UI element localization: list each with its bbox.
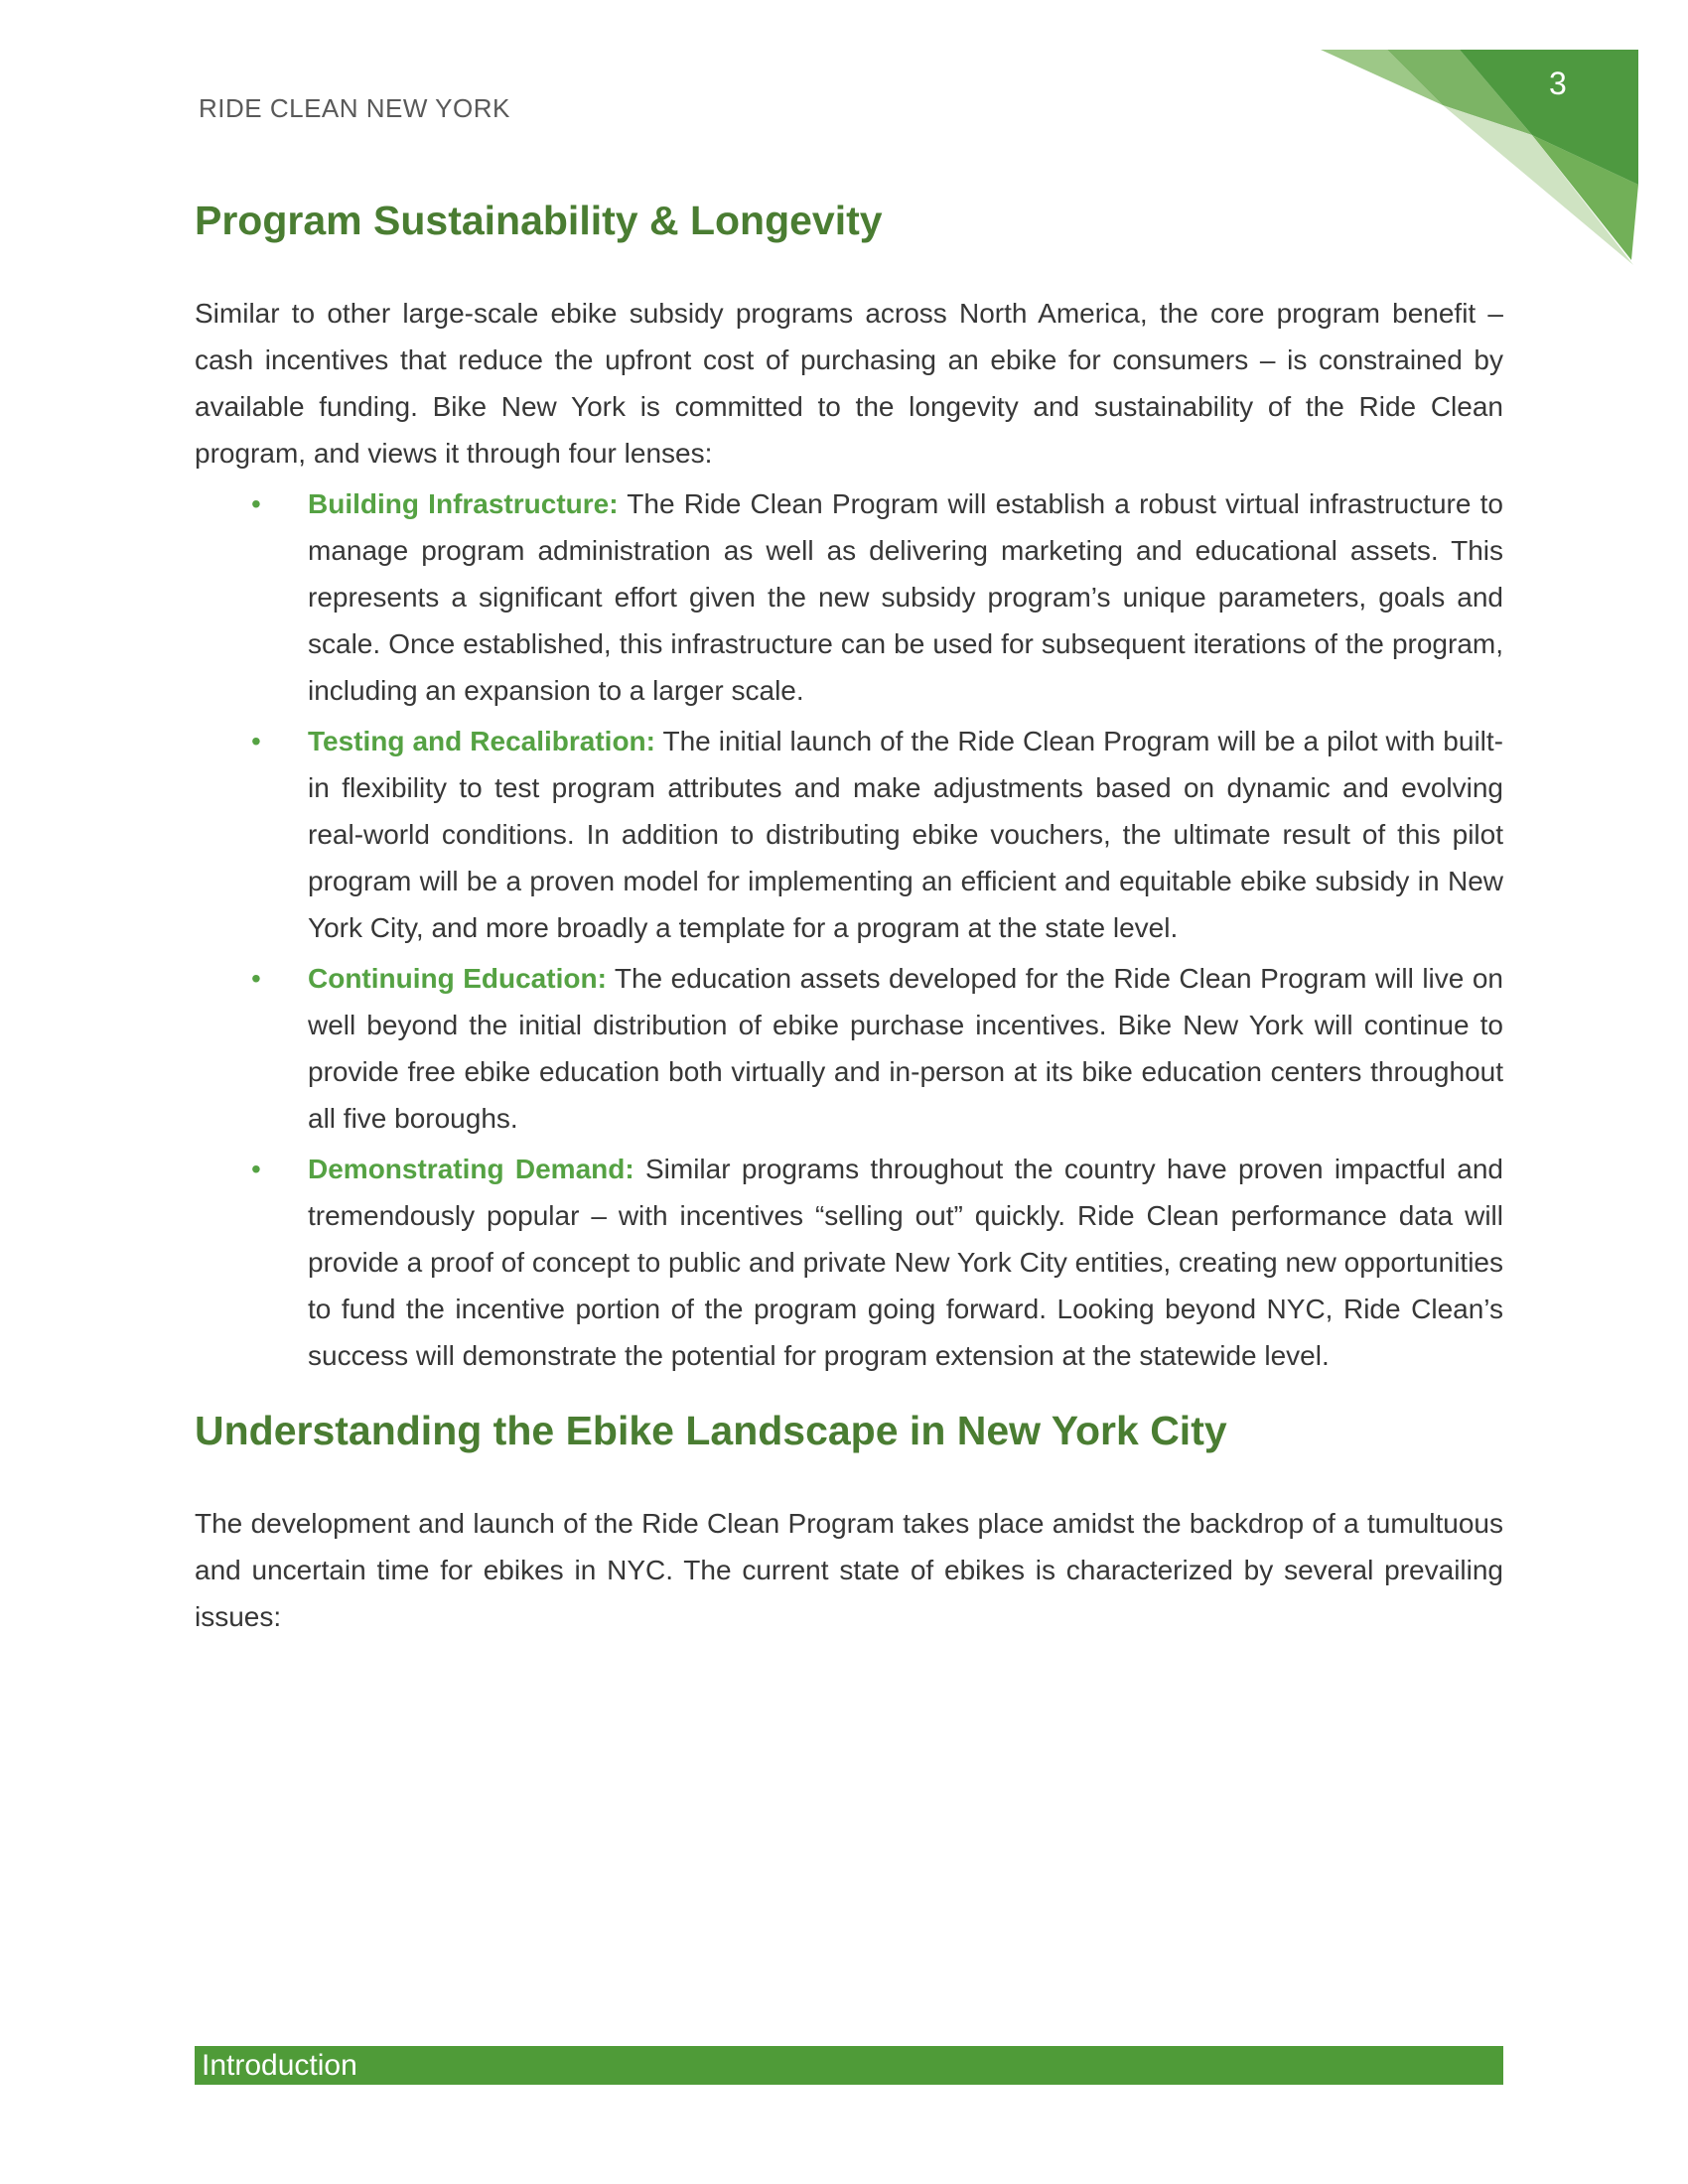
bullet-lead: Testing and Recalibration:: [308, 726, 655, 756]
footer-bar: [195, 2046, 1503, 2085]
bullet-text: Similar programs throughout the country have proven impactful and tremendously popular – with incentives “selling out” quickly. Ride Clean performance data will provide a proof of concept to public and private New York City entities, creating new opportunities to fund the incentive portion of the program going forward. Looking beyond NYC, Ride Clean’s success will demonstrate the potential for program extension at the statewide level.: [308, 1154, 1503, 1371]
bullet-text: The education assets developed for the Ride Clean Program will live on well beyond the initial distribution of ebike purchase incentives. Bike New York will continue to provide free ebike education both virtually and in-person at its bike education centers throughout all five boroughs.: [308, 963, 1503, 1134]
bullet-dot-icon: •: [251, 1154, 261, 1184]
bullet-item-testing-recalibration: [195, 718, 1503, 951]
bullet-lead: Demonstrating Demand:: [308, 1154, 634, 1184]
section-heading-program-sustainability: Program Sustainability & Longevity: [195, 198, 883, 243]
bullet-text: The initial launch of the Ride Clean Program will be a pilot with built-in flexibility to test program attributes and make adjustments based on dynamic and evolving real-world conditions. In addition to distributing ebike vouchers, the ultimate result of this pilot program will be a proven model for implementing an efficient and equitable ebike subsidy in New York City, and more broadly a template for a program at the state level.: [308, 726, 1503, 943]
bullet-dot-icon: •: [251, 963, 261, 994]
four-lenses-bullet-list: [195, 480, 1503, 1379]
intro-paragraph: Similar to other large-scale ebike subsidy programs across North America, the core program benefit – cash incentives that reduce the upfront cost of purchasing an ebike for consumers – is constrained by available funding. Bike New York is committed to the longevity and sustainability of the Ride Clean program, and views it through four lenses:: [195, 298, 1503, 469]
landscape-paragraph: The development and launch of the Ride Clean Program takes place amidst the backdrop of a tumultuous and uncertain time for ebikes in NYC. The current state of ebikes is characterized by several prevailing issues:: [195, 1508, 1503, 1632]
page-body: [195, 195, 1503, 1640]
running-header: RIDE CLEAN NEW YORK: [199, 93, 510, 123]
section-heading-ebike-landscape: Understanding the Ebike Landscape in New York City: [195, 1408, 1227, 1453]
bullet-item-demonstrating-demand: [195, 1146, 1503, 1379]
bullet-text: The Ride Clean Program will establish a robust virtual infrastructure to manage program administration as well as delivering marketing and educational assets. This represents a significant effort given the new subsidy program’s unique parameters, goals and scale. Once established, this infrastructure can be used for subsequent iterations of the program, including an expansion to a larger scale.: [308, 488, 1503, 706]
bullet-item-building-infrastructure: [195, 480, 1503, 714]
bullet-lead: Continuing Education:: [308, 963, 607, 994]
bullet-dot-icon: •: [251, 488, 261, 519]
page-number: 3: [1549, 66, 1567, 101]
bullet-dot-icon: •: [251, 726, 261, 756]
bullet-item-continuing-education: [195, 955, 1503, 1142]
footer-section-label: Introduction: [202, 2049, 357, 2082]
bullet-lead: Building Infrastructure:: [308, 488, 619, 519]
